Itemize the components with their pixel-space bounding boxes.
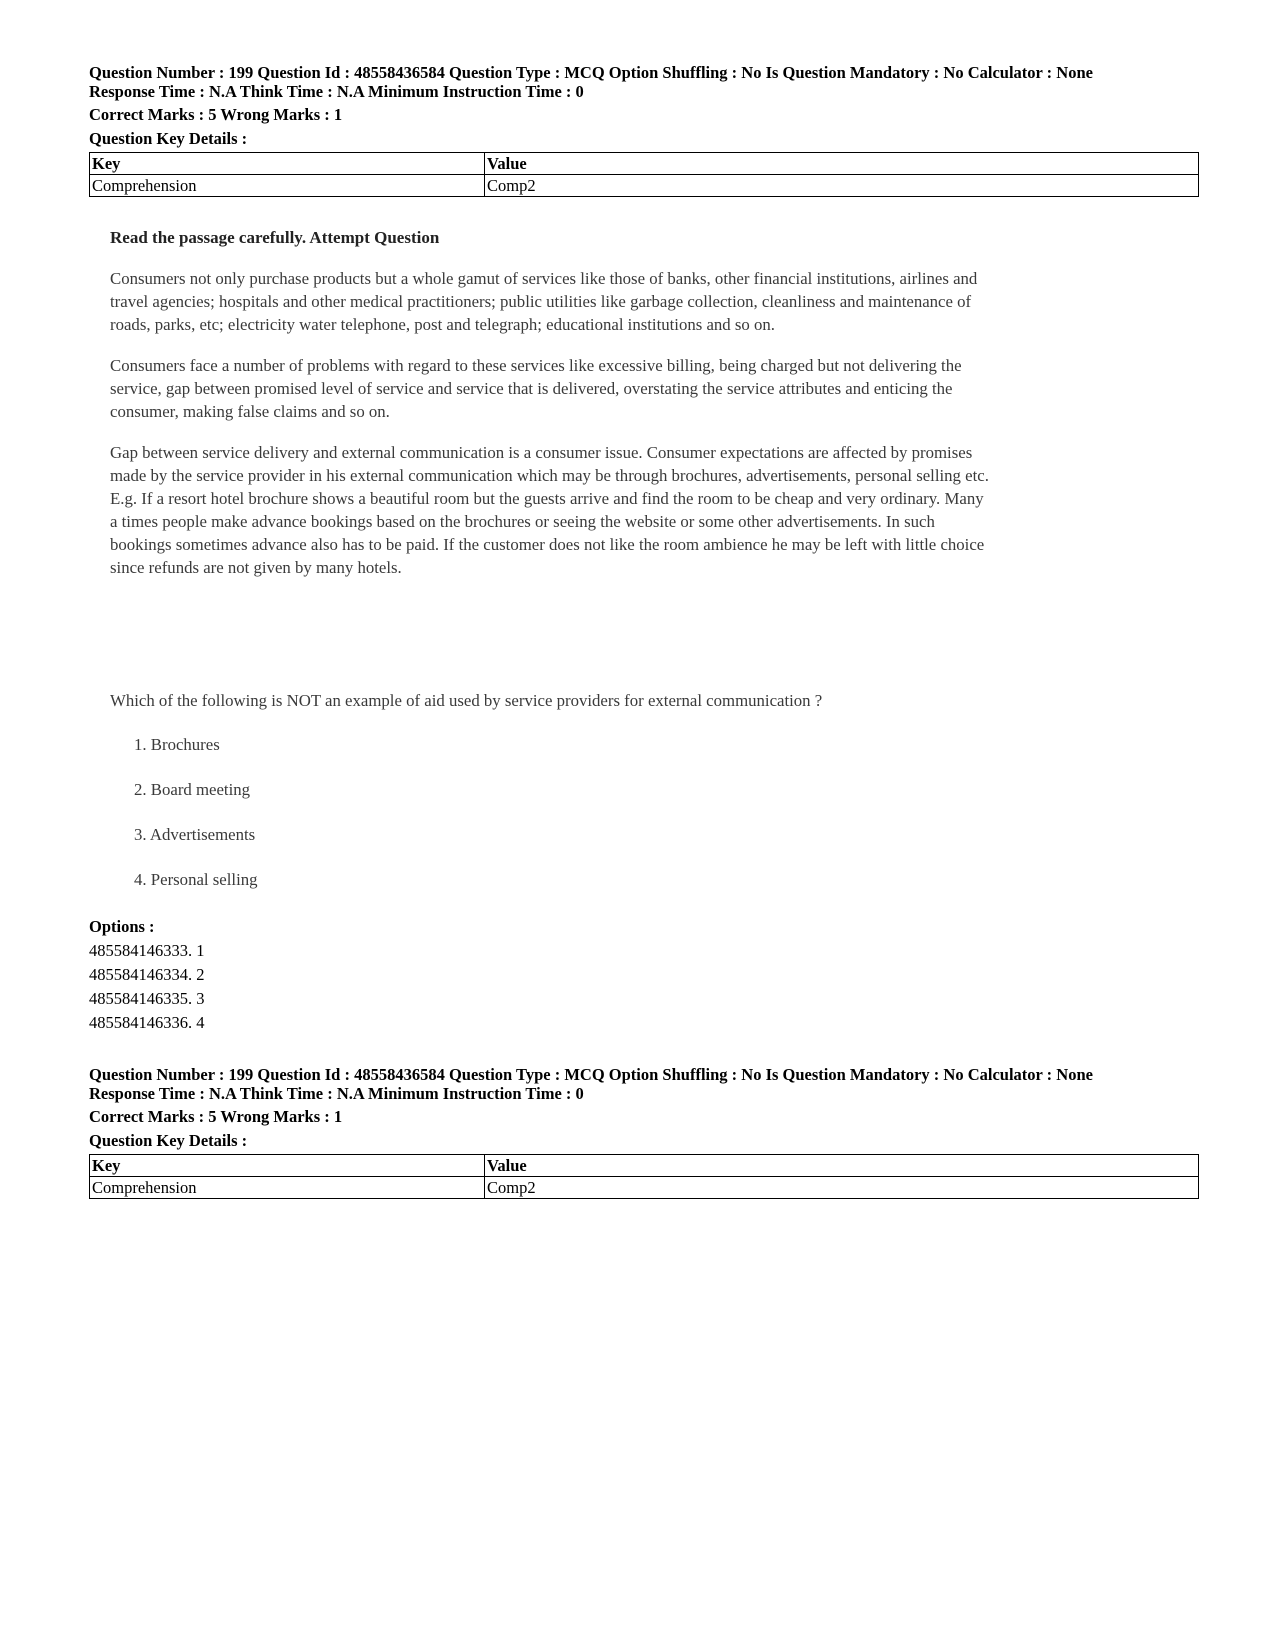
table-cell-value: Comp2 (485, 175, 1199, 197)
options-list (89, 915, 205, 1035)
key-details-label: Question Key Details : (89, 1131, 248, 1150)
marks-line: Correct Marks : 5 Wrong Marks : 1 (89, 1107, 343, 1126)
passage-paragraph: Consumers face a number of problems with regard to these services like excessive billing, being charged but not delivering the service, gap between promised level of service and service that is delivered, overstating the service attributes and enticing the consumer, making false claims and so on. (110, 356, 962, 421)
table-header-value: Value (485, 153, 1199, 175)
marks-line: Correct Marks : 5 Wrong Marks : 1 (89, 105, 343, 124)
key-details-table (89, 152, 1199, 197)
table-row (90, 1177, 1199, 1199)
question-timing-line: Response Time : N.A Think Time : N.A Minimum Instruction Time : 0 (89, 82, 584, 101)
question-choices (134, 734, 258, 914)
question-header-2 (89, 1065, 1197, 1199)
table-header-row (90, 1155, 1199, 1177)
option-item: 485584146333. 1 (89, 941, 205, 960)
choice-item: 4. Personal selling (134, 870, 258, 889)
key-details-label: Question Key Details : (89, 129, 248, 148)
choice-item: 3. Advertisements (134, 825, 256, 844)
choice-item: 1. Brochures (134, 735, 220, 754)
option-item: 485584146336. 4 (89, 1013, 205, 1032)
option-item: 485584146334. 2 (89, 965, 205, 984)
table-cell-key: Comprehension (90, 175, 485, 197)
table-header-value: Value (485, 1155, 1199, 1177)
key-details-table (89, 1154, 1199, 1199)
passage-paragraph: Gap between service delivery and external communication is a consumer issue. Consumer expectations are affected by promises made by the service provider in his external communication which may be through brochures, advertisements, personal selling etc. E.g. If a resort hotel brochure shows a beautiful room but the guests arrive and find the room to be cheap and very ordinary. Many a times people make advance bookings based on the brochures or seeing the website or some other advertisements. In such bookings sometimes advance also has to be paid. If the customer does not like the room ambience he may be left with little choice since refunds are not given by many hotels. (110, 443, 989, 577)
choice-item: 2. Board meeting (134, 780, 251, 799)
option-item: 485584146335. 3 (89, 989, 205, 1008)
question-meta-line: Question Number : 199 Question Id : 48558436584 Question Type : MCQ Option Shuffling : No Is Question Mandatory : No Calculator : None (89, 63, 1093, 82)
table-header-key: Key (90, 1155, 485, 1177)
table-row (90, 175, 1199, 197)
question-text: Which of the following is NOT an example of aid used by service providers for external communication ? (110, 691, 823, 710)
table-cell-value: Comp2 (485, 1177, 1199, 1199)
question-timing-line: Response Time : N.A Think Time : N.A Minimum Instruction Time : 0 (89, 1084, 584, 1103)
table-header-key: Key (90, 153, 485, 175)
options-label: Options : (89, 917, 155, 936)
question-meta-line: Question Number : 199 Question Id : 48558436584 Question Type : MCQ Option Shuffling : No Is Question Mandatory : No Calculator : None (89, 1065, 1093, 1084)
comprehension-passage (110, 226, 990, 597)
passage-paragraph: Consumers not only purchase products but a whole gamut of services like those of banks, other financial institutions, airlines and travel agencies; hospitals and other medical practitioners; public utilities like garbage collection, cleanliness and maintenance of roads, parks, etc; electricity water telephone, post and telegraph; educational institutions and so on. (110, 269, 978, 334)
passage-title: Read the passage carefully. Attempt Question (110, 228, 440, 247)
question-header-1 (89, 63, 1197, 197)
table-header-row (90, 153, 1199, 175)
table-cell-key: Comprehension (90, 1177, 485, 1199)
